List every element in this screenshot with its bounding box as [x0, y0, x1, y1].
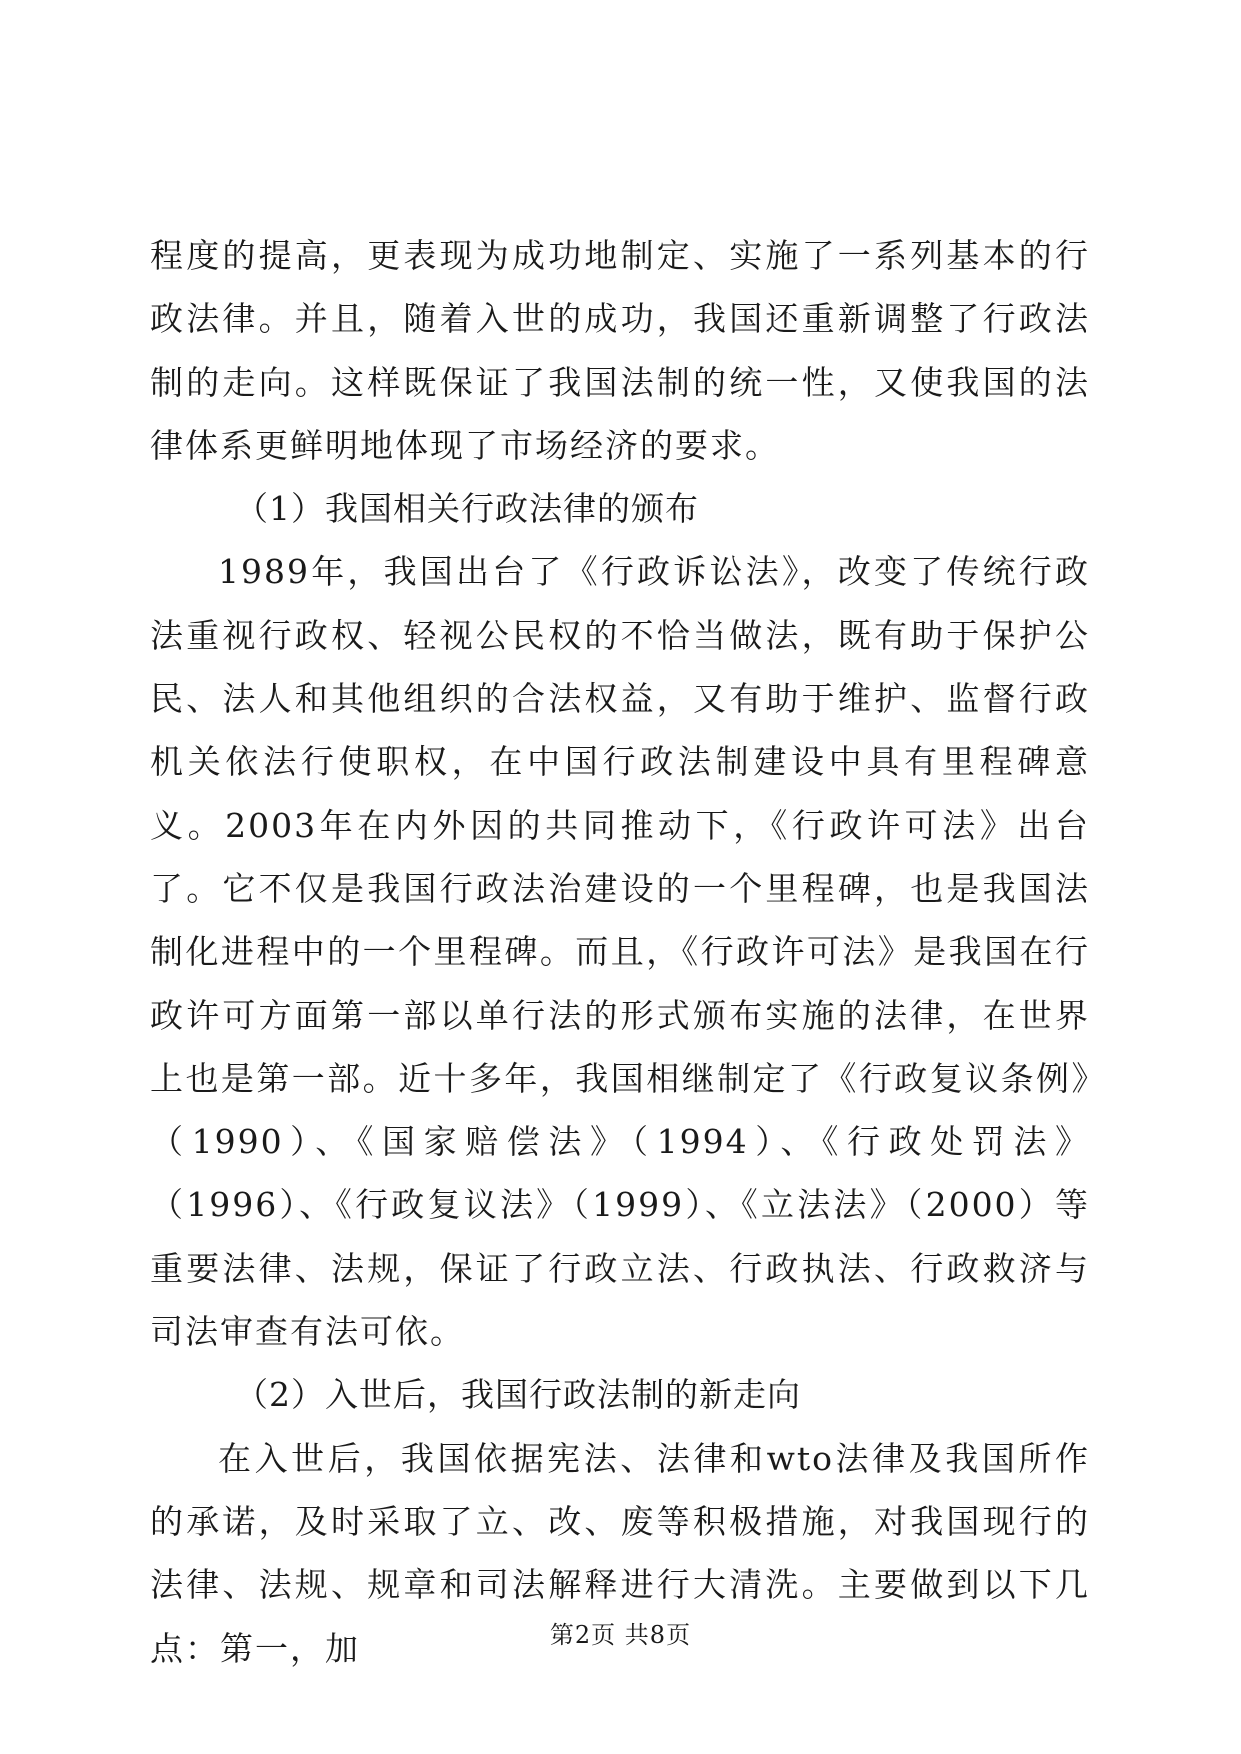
paragraph-continuation: 程度的提高，更表现为成功地制定、实施了一系列基本的行政法律。并且，随着入世的成功，我国还重新调整了行政法制的走向。这样既保证了我国法制的统一性，又使我国的法律体系更鲜明地体现了市场经济的要求。: [150, 236, 1090, 465]
paragraph-post-wto: 在入世后，我国依据宪法、法律和wto法律及我国所作的承诺，及时采取了立、改、废等积极措施，对我国现行的法律、法规、规章和司法解释进行大清洗。主要做到以下几点：第一，加: [150, 1438, 1090, 1668]
paragraph-laws-enacted: 1989年，我国出台了《行政诉讼法》，改变了传统行政法重视行政权、轻视公民权的不恰当做法，既有助于保护公民、法人和其他组织的合法权益，又有助于维护、监督行政机关依法行使职权，在中国行政法制建设中具有里程碑意义。2003年在内外因的共同推动下，《行政许可法》出台了。它不仅是我国行政法治建设的一个里程碑，也是我国法制化进程中的一个里程碑。而且，《行政许可法》是我国在行政许可方面第一部以单行法的形式颁布实施的法律，在世界上也是第一部。近十多年，我国相继制定了《行政复议条例》（1990）、《国家赔偿法》（1994）、《行政处罚法》（1996）、《行政复议法》（1999）、《立法法》（2000）等重要法律、法规，保证了行政立法、行政执法、行政救济与司法审查有法可依。: [150, 552, 1090, 1352]
document-body: [150, 224, 1090, 1680]
section-heading-1: （1）我国相关行政法律的颁布: [235, 489, 699, 529]
section-heading-2: （2）入世后，我国行政法制的新走向: [235, 1375, 801, 1415]
page-number-footer: 第2页 共8页: [549, 1621, 692, 1649]
